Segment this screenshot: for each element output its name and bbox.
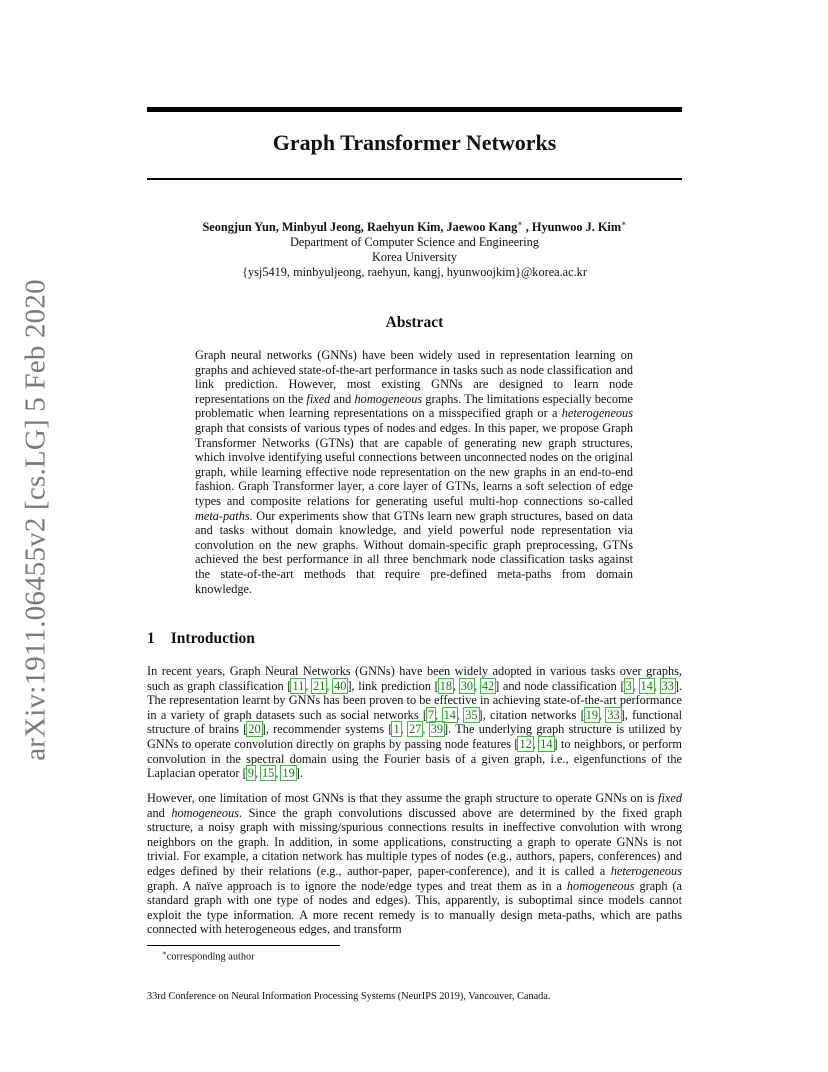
citation-link[interactable]: 9 <box>247 766 254 781</box>
citation-link[interactable]: 40 <box>334 678 347 693</box>
title-top-rule <box>147 107 682 112</box>
citation-link[interactable]: 18 <box>439 678 453 693</box>
citation-link[interactable]: 35 <box>465 707 478 722</box>
citation-link[interactable]: 15 <box>262 766 275 781</box>
conference-notice: 33rd Conference on Neural Information Processing Systems (NeurIPS 2019), Vancouver, Canada. <box>147 991 551 1002</box>
intro-paragraph-1: In recent years, Graph Neural Networks (GNNs) have been widely adopted in various tasks over graphs, such as graph classification [11, 21, 40], link prediction [18, 30, 42] and node classification [3, 14, 33]. The representation learnt by GNNs has been proven to be effective in achieving state-of-the-art performance in a variety of graph datasets such as social networks [7, 14, 35], citation networks [19, 33], functional structure of brains [20], recommender systems [1, 27, 39]. The underlying graph structure is utilized by GNNs to operate convolution directly on graphs by passing node features [12, 14] to neighbors, or perform convolution in the spectral domain using the Fourier basis of a given graph, i.e., eigenfunctions of the Laplacian operator [9, 15, 19]. <box>147 664 683 781</box>
title-bottom-rule <box>147 178 682 180</box>
citation-link[interactable]: 21 <box>313 678 326 693</box>
citation-link[interactable]: 20 <box>248 722 261 737</box>
citation-link[interactable]: 14 <box>443 707 456 722</box>
abstract-heading: Abstract <box>385 314 444 331</box>
citation-link[interactable]: 19 <box>282 766 295 781</box>
author-names: Seongjun Yun, Minbyul Jeong, Raehyun Kim, Jaewoo Kang∗ , Hyunwoo J. Kim∗ <box>202 219 627 235</box>
citation-link[interactable]: 12 <box>519 736 532 751</box>
citation-link[interactable]: 33 <box>607 707 620 722</box>
citation-link[interactable]: 33 <box>661 678 674 693</box>
footnote: ∗corresponding author <box>162 949 255 963</box>
citation-link[interactable]: 14 <box>640 678 653 693</box>
author-block <box>147 216 682 280</box>
citation-link[interactable]: 11 <box>292 678 305 693</box>
citation-link[interactable]: 30 <box>460 678 474 693</box>
intro-paragraph-2: However, one limitation of most GNNs is that they assume the graph structure to operate GNNs on is fixed and homogeneous. Since the graph convolutions discussed above are determined by the fixed graph structure, a noisy graph with missing/spurious connections results in ineffective convolution with wrong neighbors on the graph. In addition, in some applications, constructing a graph to operate GNNs is not trivial. For example, a citation network has multiple types of nodes (e.g., authors, papers, conferences) and edges defined by their relations (e.g., author-paper, paper-conference), and it is called a heterogeneous graph. A naïve approach is to ignore the node/edge types and treat them as in a homogeneous graph (a standard graph with one type of nodes and edges). This, apparently, is suboptimal since models cannot exploit the type information. A more recent remedy is to manually design meta-paths, which are paths connected with heterogeneous edges, and transform <box>147 791 682 937</box>
citation-link[interactable]: 42 <box>481 678 495 693</box>
paper-title: Graph Transformer Networks <box>272 130 557 155</box>
affiliation-univ: Korea University <box>371 250 458 265</box>
author-emails: {ysj5419, minbyuljeong, raehyun, kangj, hyunwoojkim}@korea.ac.kr <box>242 265 587 280</box>
citation-link[interactable]: 1 <box>393 722 400 737</box>
affiliation-dept: Department of Computer Science and Engineering <box>290 235 539 250</box>
citation-link[interactable]: 27 <box>409 722 422 737</box>
citation-link[interactable]: 39 <box>430 722 444 737</box>
abstract-text: Graph neural networks (GNNs) have been widely used in representation learning on graphs and achieved state-of-the-art performance in tasks such as node classification and link prediction. However, most existing GNNs are designed to learn node representations on the fixed and homogeneous graphs. The limitations especially become problematic when learning representations on a misspecified graph or a heterogeneous graph that consists of various types of nodes and edges. In this paper, we propose Graph Transformer Networks (GTNs) that are capable of generating new graph structures, which involve identifying useful connections between unconnected nodes on the original graph, while learning effective node representation on the new graphs in an end-to-end fashion. Graph Transformer layer, a core layer of GTNs, learns a soft selection of edge types and composite relations for generating useful multi-hop connections so-called meta-paths. Our experiments show that GTNs learn new graph structures, based on data and tasks without domain knowledge, and yield powerful node representation via convolution on the new graphs. Without domain-specific graph preprocessing, GTNs achieved the best performance in all three benchmark node classification tasks against the state-of-the-art methods that require pre-defined meta-paths from domain knowledge. <box>195 348 634 596</box>
citation-link[interactable]: 7 <box>428 707 435 722</box>
citation-link[interactable]: 14 <box>540 736 553 751</box>
section-heading-introduction: 1 Introduction <box>147 630 255 647</box>
citation-link[interactable]: 3 <box>625 678 632 693</box>
footnote-rule <box>147 945 340 946</box>
citation-link[interactable]: 19 <box>585 707 598 722</box>
